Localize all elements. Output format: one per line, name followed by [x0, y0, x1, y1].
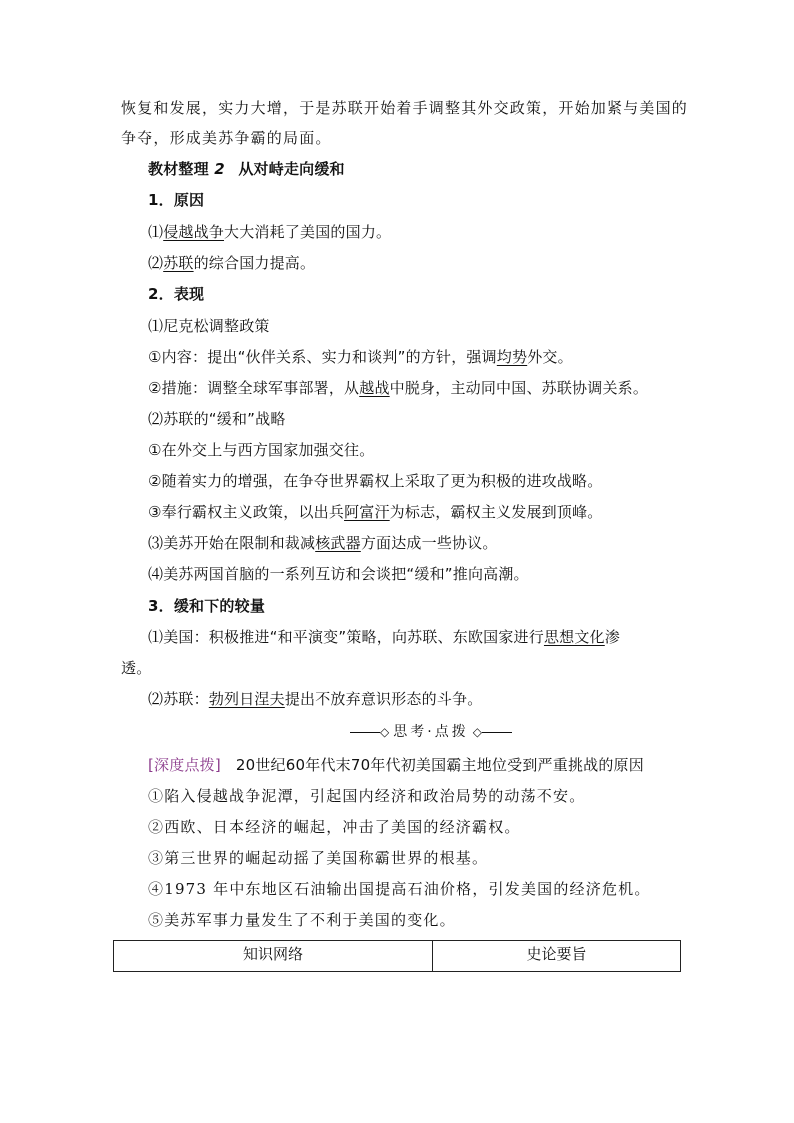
reason-point-5: ⑤美苏军事力量发生了不利于美国的变化。 — [148, 911, 456, 929]
divider-label: 思考·点拨 — [393, 724, 469, 740]
divider-rule — [482, 732, 512, 733]
blank-answer: 阿富汗 — [344, 503, 390, 521]
table-header-history-points: 史论要旨 — [433, 941, 681, 972]
arms-agreement — [148, 533, 498, 553]
section-heading-title: 从对峙走向缓和 — [238, 160, 345, 178]
reason-point-1: ①陷入侵越战争泥潭，引起国内经济和政治局势的动荡不安。 — [148, 787, 586, 805]
blank-answer: 越战 — [359, 379, 390, 397]
item-text: 渗 — [604, 628, 620, 646]
knowledge-table — [113, 940, 681, 972]
summit-climax: ⑷美苏两国首脑的一系列互访和会谈把“缓和”推向高潮。 — [148, 565, 529, 583]
nixon-content — [148, 347, 573, 367]
item-text: 方面达成一些协议。 — [360, 534, 498, 552]
intro-line-1: 恢复和发展，实力大增，于是苏联开始着手调整其外交政策，开始加紧与美国的 — [121, 99, 689, 117]
item-text: 的综合国力提高。 — [193, 254, 316, 272]
divider-rule — [350, 732, 380, 733]
nixon-measures — [148, 378, 648, 398]
performance-title: 2．表现 — [148, 285, 205, 303]
item-text: 外交。 — [527, 348, 573, 366]
contest-soviet — [148, 689, 482, 709]
soviet-item-1: ①在外交上与西方国家加强交往。 — [148, 441, 375, 459]
reason-item-1 — [148, 222, 391, 242]
item-text: ⑵苏联： — [148, 690, 209, 708]
deep-tip — [148, 755, 644, 775]
reason-point-4: ④1973 年中东地区石油输出国提高石油价格，引发美国的经济危机。 — [148, 880, 651, 898]
intro-line-2: 争夺，形成美苏争霸的局面。 — [121, 129, 332, 147]
soviet-item-3 — [148, 502, 602, 522]
item-text: ②措施：调整全球军事部署，从 — [148, 379, 360, 397]
blank-answer: 勃列日涅夫 — [208, 690, 285, 708]
item-text: 中脱身，主动同中国、苏联协调关系。 — [389, 379, 649, 397]
table-row — [114, 941, 681, 972]
diamond-icon: ◇ — [472, 725, 482, 739]
blank-answer: 思想文化 — [543, 628, 605, 646]
table-header-knowledge-network: 知识网络 — [114, 941, 433, 972]
nixon-policy: ⑴尼克松调整政策 — [148, 317, 270, 335]
contest-us — [148, 627, 620, 647]
blank-answer: 苏联 — [163, 254, 194, 272]
reason-point-2: ②西欧、日本经济的崛起，冲击了美国的经济霸权。 — [148, 818, 521, 836]
item-text: 为标志，霸权主义发展到顶峰。 — [389, 503, 603, 521]
reason-item-2 — [148, 253, 315, 273]
soviet-item-2: ②随着实力的增强，在争夺世界霸权上采取了更为积极的进攻战略。 — [148, 472, 603, 490]
item-text: 提出不放弃意识形态的斗争。 — [284, 690, 483, 708]
item-text: 大大消耗了美国的国力。 — [224, 223, 392, 241]
item-text: ⑴美国：积极推进“和平演变”策略，向苏联、东欧国家进行 — [148, 628, 544, 646]
item-text: ③奉行霸权主义政策，以出兵 — [148, 503, 345, 521]
blank-answer: 均势 — [496, 348, 528, 366]
think-divider — [336, 722, 526, 742]
blank-answer: 核武器 — [315, 534, 361, 552]
contest-us-continued: 透。 — [121, 659, 152, 677]
blank-answer: 侵越战争 — [163, 223, 225, 241]
item-text: ⑶美苏开始在限制和裁减 — [148, 534, 316, 552]
diamond-icon: ◇ — [380, 725, 390, 739]
reason-point-3: ③第三世界的崛起动摇了美国称霸世界的根基。 — [148, 849, 489, 867]
deep-tip-title: 20世纪60年代末70年代初美国霸主地位受到严重挑战的原因 — [235, 756, 644, 774]
item-marker: ⑵ — [148, 254, 164, 272]
reason-title: 1．原因 — [148, 191, 205, 209]
contest-title: 3．缓和下的较量 — [148, 597, 266, 615]
section-heading-number: 2 — [214, 160, 225, 178]
soviet-strategy: ⑵苏联的“缓和”战略 — [148, 410, 286, 428]
deep-tip-tag: [深度点拨] — [148, 756, 221, 774]
section-heading — [148, 159, 345, 179]
item-marker: ⑴ — [148, 223, 164, 241]
item-text: ①内容：提出“伙伴关系、实力和谈判”的方针，强调 — [148, 348, 497, 366]
section-heading-label: 教材整理 — [148, 160, 209, 178]
